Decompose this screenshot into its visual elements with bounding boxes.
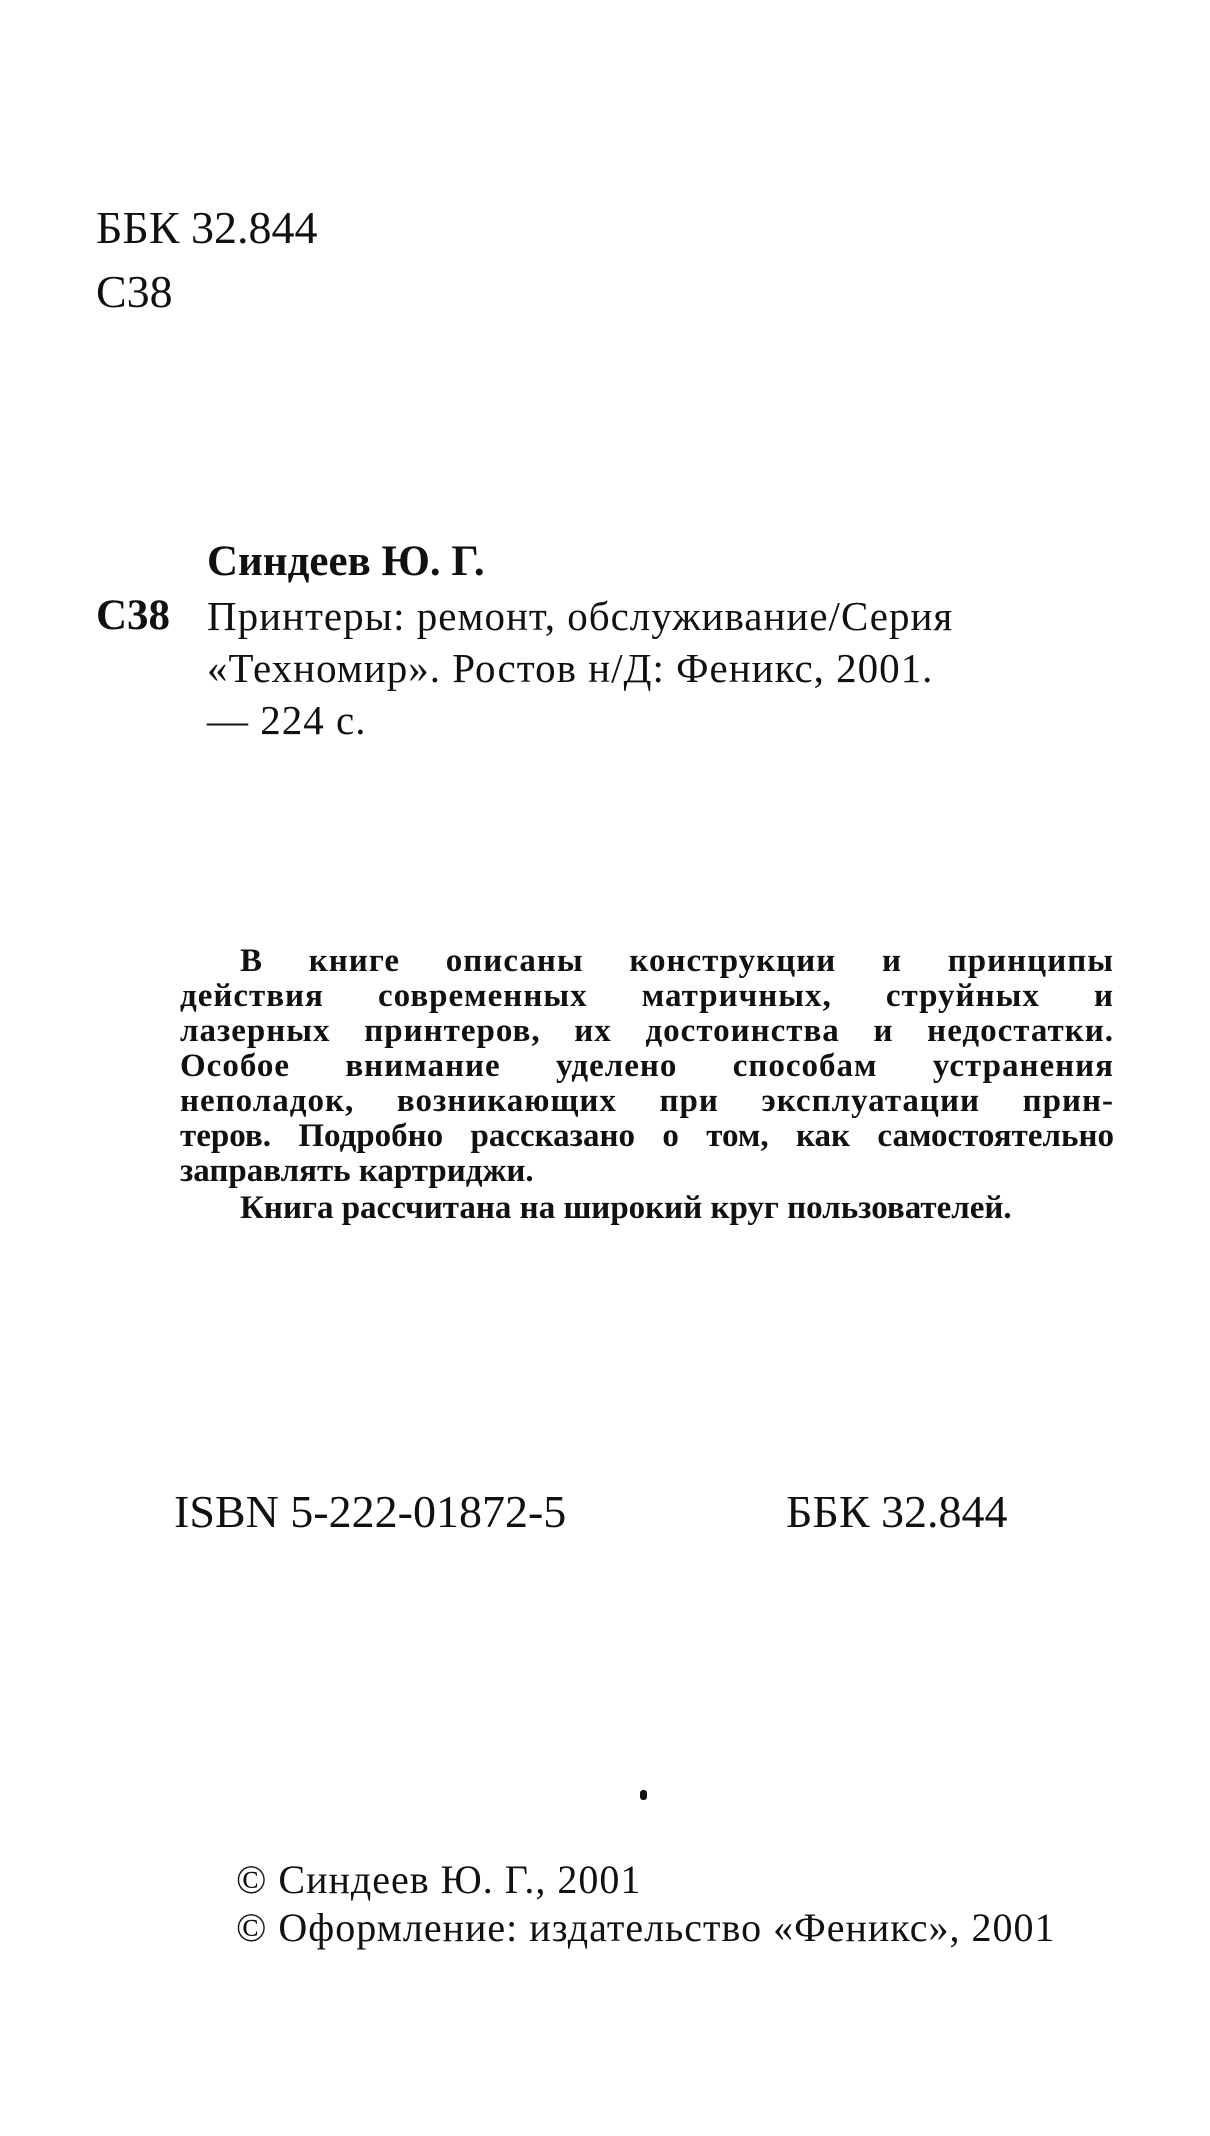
annotation-line: Особое внимание уделено способам устранения <box>180 1048 1114 1084</box>
bbk-classification: ББК 32.844 <box>96 202 318 253</box>
annotation <box>180 944 1114 1226</box>
annotation-line: неполадок, возникающих при эксплуатации прин- <box>180 1083 1114 1119</box>
bibliographic-line-2: «Техномир». Ростов н/Д: Феникс, 2001. <box>207 645 934 691</box>
print-mark <box>640 1790 647 1800</box>
annotation-line: В книге описаны конструкции и принципы <box>240 943 1114 979</box>
annotation-audience: Книга рассчитана на широкий круг пользователей. <box>240 1190 1012 1226</box>
bbk-classification-bottom: ББК 32.844 <box>786 1486 1008 1537</box>
annotation-line: заправлять картриджи. <box>180 1153 534 1189</box>
copyright-author: © Синдеев Ю. Г., 2001 <box>236 1857 642 1902</box>
bibliographic-line-1: Принтеры: ремонт, обслуживание/Серия <box>207 593 954 639</box>
isbn: ISBN 5-222-01872-5 <box>174 1486 567 1537</box>
bibliographic-line-3: — 224 с. <box>207 697 367 743</box>
annotation-line: действия современных матричных, струйных и <box>180 978 1114 1014</box>
author-name: Синдеев Ю. Г. <box>207 538 485 585</box>
author-mark-code: С38 <box>96 266 173 317</box>
annotation-line: теров. Подробно рассказано о том, как самостоятельно <box>180 1118 1114 1154</box>
record-author-mark: С38 <box>96 592 171 639</box>
copyright-design: © Оформление: издательство «Феникс», 2001 <box>236 1905 1056 1950</box>
annotation-line: лазерных принтеров, их достоинства и недостатки. <box>180 1013 1114 1049</box>
